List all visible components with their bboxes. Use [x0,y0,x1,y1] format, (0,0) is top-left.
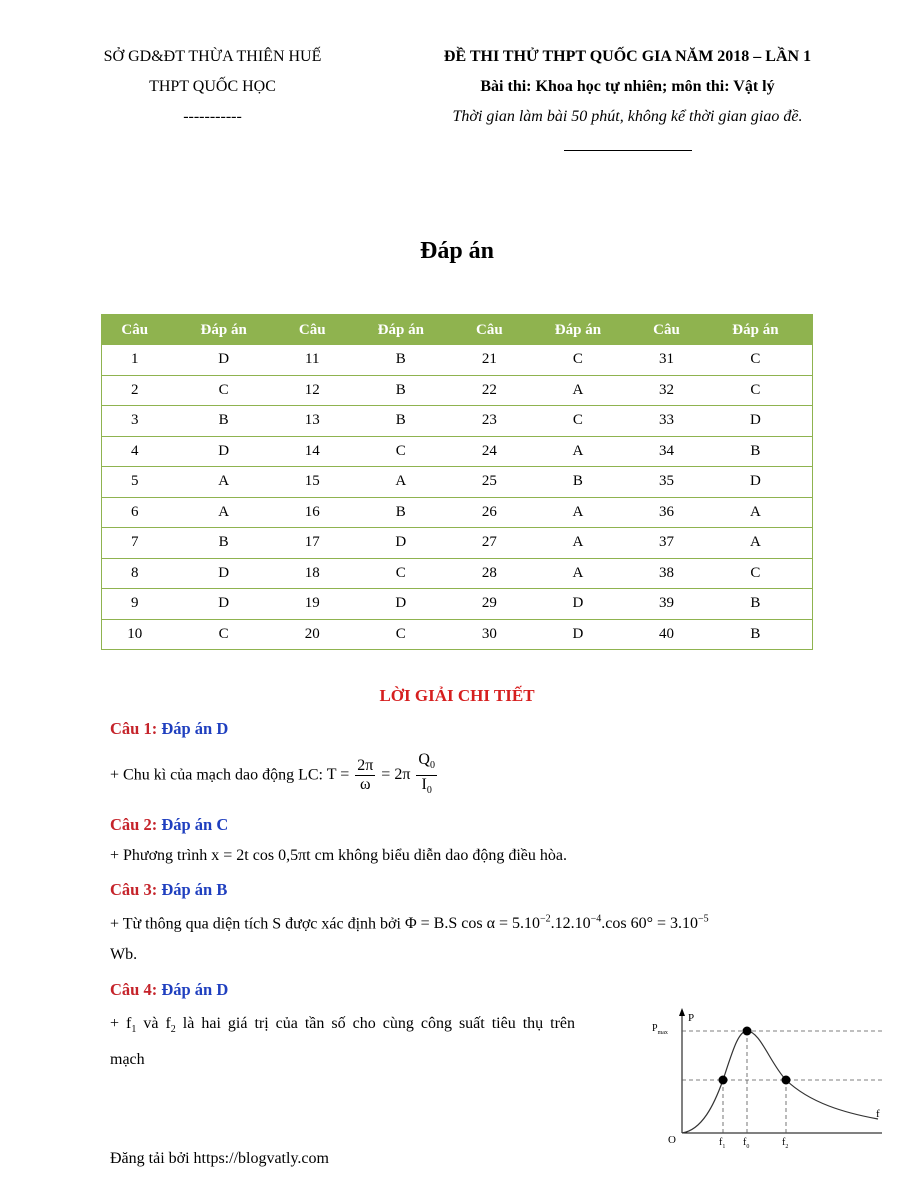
question-answer: Đáp án D [161,980,229,999]
answer-cell: D [345,528,457,559]
col-header: Đáp án [168,315,280,346]
department-name: SỞ GD&ĐT THỪA THIÊN HUẾ [103,48,322,65]
exam-time: Thời gian làm bài 50 phút, không kể thời gian giao đề. [452,108,803,125]
exam-title: ĐỀ THI THỬ THPT QUỐC GIA NĂM 2018 – LẦN 1 [443,48,812,65]
question-number-cell: 5 [102,467,168,498]
question-number-cell: 20 [280,619,345,650]
col-header: Đáp án [345,315,457,346]
f1-tick-label: $f_1$ [719,1137,726,1150]
question-number-cell: 22 [457,375,522,406]
answer-cell: D [699,467,813,498]
question-number: Câu 2: [110,815,158,834]
answer-cell: C [345,436,457,467]
question-number-cell: 19 [280,589,345,620]
answer-cell: D [168,589,280,620]
question-text: và [143,1015,159,1032]
answer-cell: C [522,406,634,437]
question-answer: Đáp án C [161,815,229,834]
question-number-cell: 14 [280,436,345,467]
question-text: là hai giá trị của tần số cho cùng công suất tiêu thụ trên [182,1015,576,1032]
answer-cell: A [522,528,634,559]
question-number-cell: 12 [280,375,345,406]
section-title: LỜI GIẢI CHI TIẾT [379,686,535,705]
x-axis-label: f [876,1108,880,1120]
answer-cell: B [345,406,457,437]
question-4-heading [110,980,228,1000]
question-2-text [110,847,567,865]
col-header: Đáp án [699,315,813,346]
point-f0 [743,1027,752,1036]
answer-cell: C [345,558,457,589]
pmax-label: $P_{max}$ [652,1023,668,1036]
exam-subject: Bài thi: Khoa học tự nhiên; môn thi: Vật lý [480,78,775,95]
answer-cell: B [699,589,813,620]
question-number-cell: 40 [634,619,699,650]
y-axis-arrow [679,1008,685,1016]
question-number-cell: 18 [280,558,345,589]
table-row [102,589,813,620]
question-number-cell: 7 [102,528,168,559]
answer-cell: A [168,497,280,528]
school-name: THPT QUỐC HỌC [149,78,276,95]
answer-cell: B [522,467,634,498]
answer-cell: C [522,345,634,375]
answer-cell: B [345,375,457,406]
f2-symbol: $f_2$ [165,1015,176,1036]
question-number-cell: 4 [102,436,168,467]
question-number-cell: 10 [102,619,168,650]
question-number-cell: 13 [280,406,345,437]
col-header: Đáp án [522,315,634,346]
question-number-cell: 24 [457,436,522,467]
answer-cell: A [168,467,280,498]
question-number-cell: 8 [102,558,168,589]
question-number-cell: 2 [102,375,168,406]
answer-cell: B [345,345,457,375]
question-number-cell: 38 [634,558,699,589]
answer-cell: D [522,619,634,650]
answer-table [101,314,813,650]
question-number-cell: 15 [280,467,345,498]
point-f2 [782,1076,791,1085]
answer-cell: B [699,436,813,467]
period-formula: T = $\frac{2\pi}{\omega}$ = 2π $\frac{Q_0}{I_0}$ [326,751,435,797]
question-3-heading [110,880,227,900]
answer-cell: A [522,558,634,589]
answer-cell: A [699,528,813,559]
answer-cell: C [345,619,457,650]
answer-cell: B [699,619,813,650]
question-number-cell: 11 [280,345,345,375]
answer-cell: D [168,436,280,467]
col-header: Câu [457,315,522,346]
answer-cell: A [522,497,634,528]
question-1-heading [110,719,228,739]
header-dashes: ----------- [183,108,242,125]
table-row [102,345,813,375]
table-row [102,406,813,437]
question-number-cell: 17 [280,528,345,559]
footer-credit: Đăng tải bởi https://blogvatly.com [110,1150,329,1167]
question-text: + [110,1015,120,1032]
table-row [102,436,813,467]
table-row [102,497,813,528]
answer-cell: D [168,345,280,375]
table-row [102,528,813,559]
exam-header [405,42,850,151]
question-number-cell: 31 [634,345,699,375]
question-4-text [110,1015,640,1035]
answer-cell: B [345,497,457,528]
answer-table-body [102,345,813,650]
question-2-heading [110,815,228,835]
question-number-cell: 26 [457,497,522,528]
question-number-cell: 1 [102,345,168,375]
answer-cell: D [168,558,280,589]
question-number-cell: 35 [634,467,699,498]
f2-tick-label: $f_2$ [782,1137,789,1150]
question-text: + Chu kì của mạch dao động LC: [110,766,323,784]
answer-cell: C [168,619,280,650]
question-number-cell: 33 [634,406,699,437]
table-row [102,375,813,406]
answer-cell: A [522,436,634,467]
answer-cell: D [522,589,634,620]
answer-cell: B [168,528,280,559]
col-header: Câu [634,315,699,346]
y-axis-label: P [688,1012,695,1024]
question-3-text [110,914,810,933]
question-number-cell: 37 [634,528,699,559]
question-number-cell: 23 [457,406,522,437]
question-number-cell: 25 [457,467,522,498]
question-number-cell: 30 [457,619,522,650]
question-number-cell: 39 [634,589,699,620]
question-number: Câu 3: [110,880,158,899]
question-number-cell: 28 [457,558,522,589]
answer-cell: D [699,406,813,437]
answer-cell: D [345,589,457,620]
f0-tick-label: $f_0$ [743,1137,750,1150]
question-number-cell: 36 [634,497,699,528]
answer-cell: A [345,467,457,498]
answer-cell: C [699,375,813,406]
question-text: + Phương trình [110,847,208,864]
question-number-cell: 21 [457,345,522,375]
question-answer: Đáp án B [161,880,228,899]
table-row [102,467,813,498]
answer-cell: B [168,406,280,437]
col-header: Câu [280,315,345,346]
question-number: Câu 4: [110,980,158,999]
question-number-cell: 3 [102,406,168,437]
header-rule [564,150,692,151]
question-number: Câu 1: [110,719,158,738]
question-number-cell: 34 [634,436,699,467]
question-number-cell: 6 [102,497,168,528]
question-number-cell: 9 [102,589,168,620]
question-3-unit: Wb. [110,946,138,963]
question-number-cell: 32 [634,375,699,406]
school-header [60,42,365,132]
answer-cell: C [699,558,813,589]
oscillation-formula: x = 2t cos 0,5πt cm [211,847,335,864]
question-1-text [110,751,439,800]
col-header: Câu [102,315,168,346]
table-row [102,558,813,589]
point-f1 [719,1076,728,1085]
question-text: không biểu diễn dao động điều hòa. [338,847,567,864]
resonance-graph [650,1005,890,1155]
question-answer: Đáp án D [161,719,229,738]
flux-formula: Φ = B.S $\cos \alpha = 5.10^{-2}.12.10^{-4}.\cos$ $60^\circ = 3.10^{-5}$ [404,914,709,933]
question-number-cell: 16 [280,497,345,528]
f1-symbol: $f_1$ [126,1015,137,1036]
question-4-text-cont: mạch [110,1051,145,1068]
question-number-cell: 29 [457,589,522,620]
answer-cell: A [699,497,813,528]
question-number-cell: 27 [457,528,522,559]
origin-label: O [668,1134,676,1146]
table-row [102,619,813,650]
answer-cell: A [522,375,634,406]
answer-cell: C [699,345,813,375]
power-curve [682,1031,878,1133]
answer-cell: C [168,375,280,406]
question-text: + Từ thông qua diện tích S được xác định bởi [110,915,401,933]
answer-table-header [102,315,813,346]
page-title: Đáp án [419,238,495,264]
